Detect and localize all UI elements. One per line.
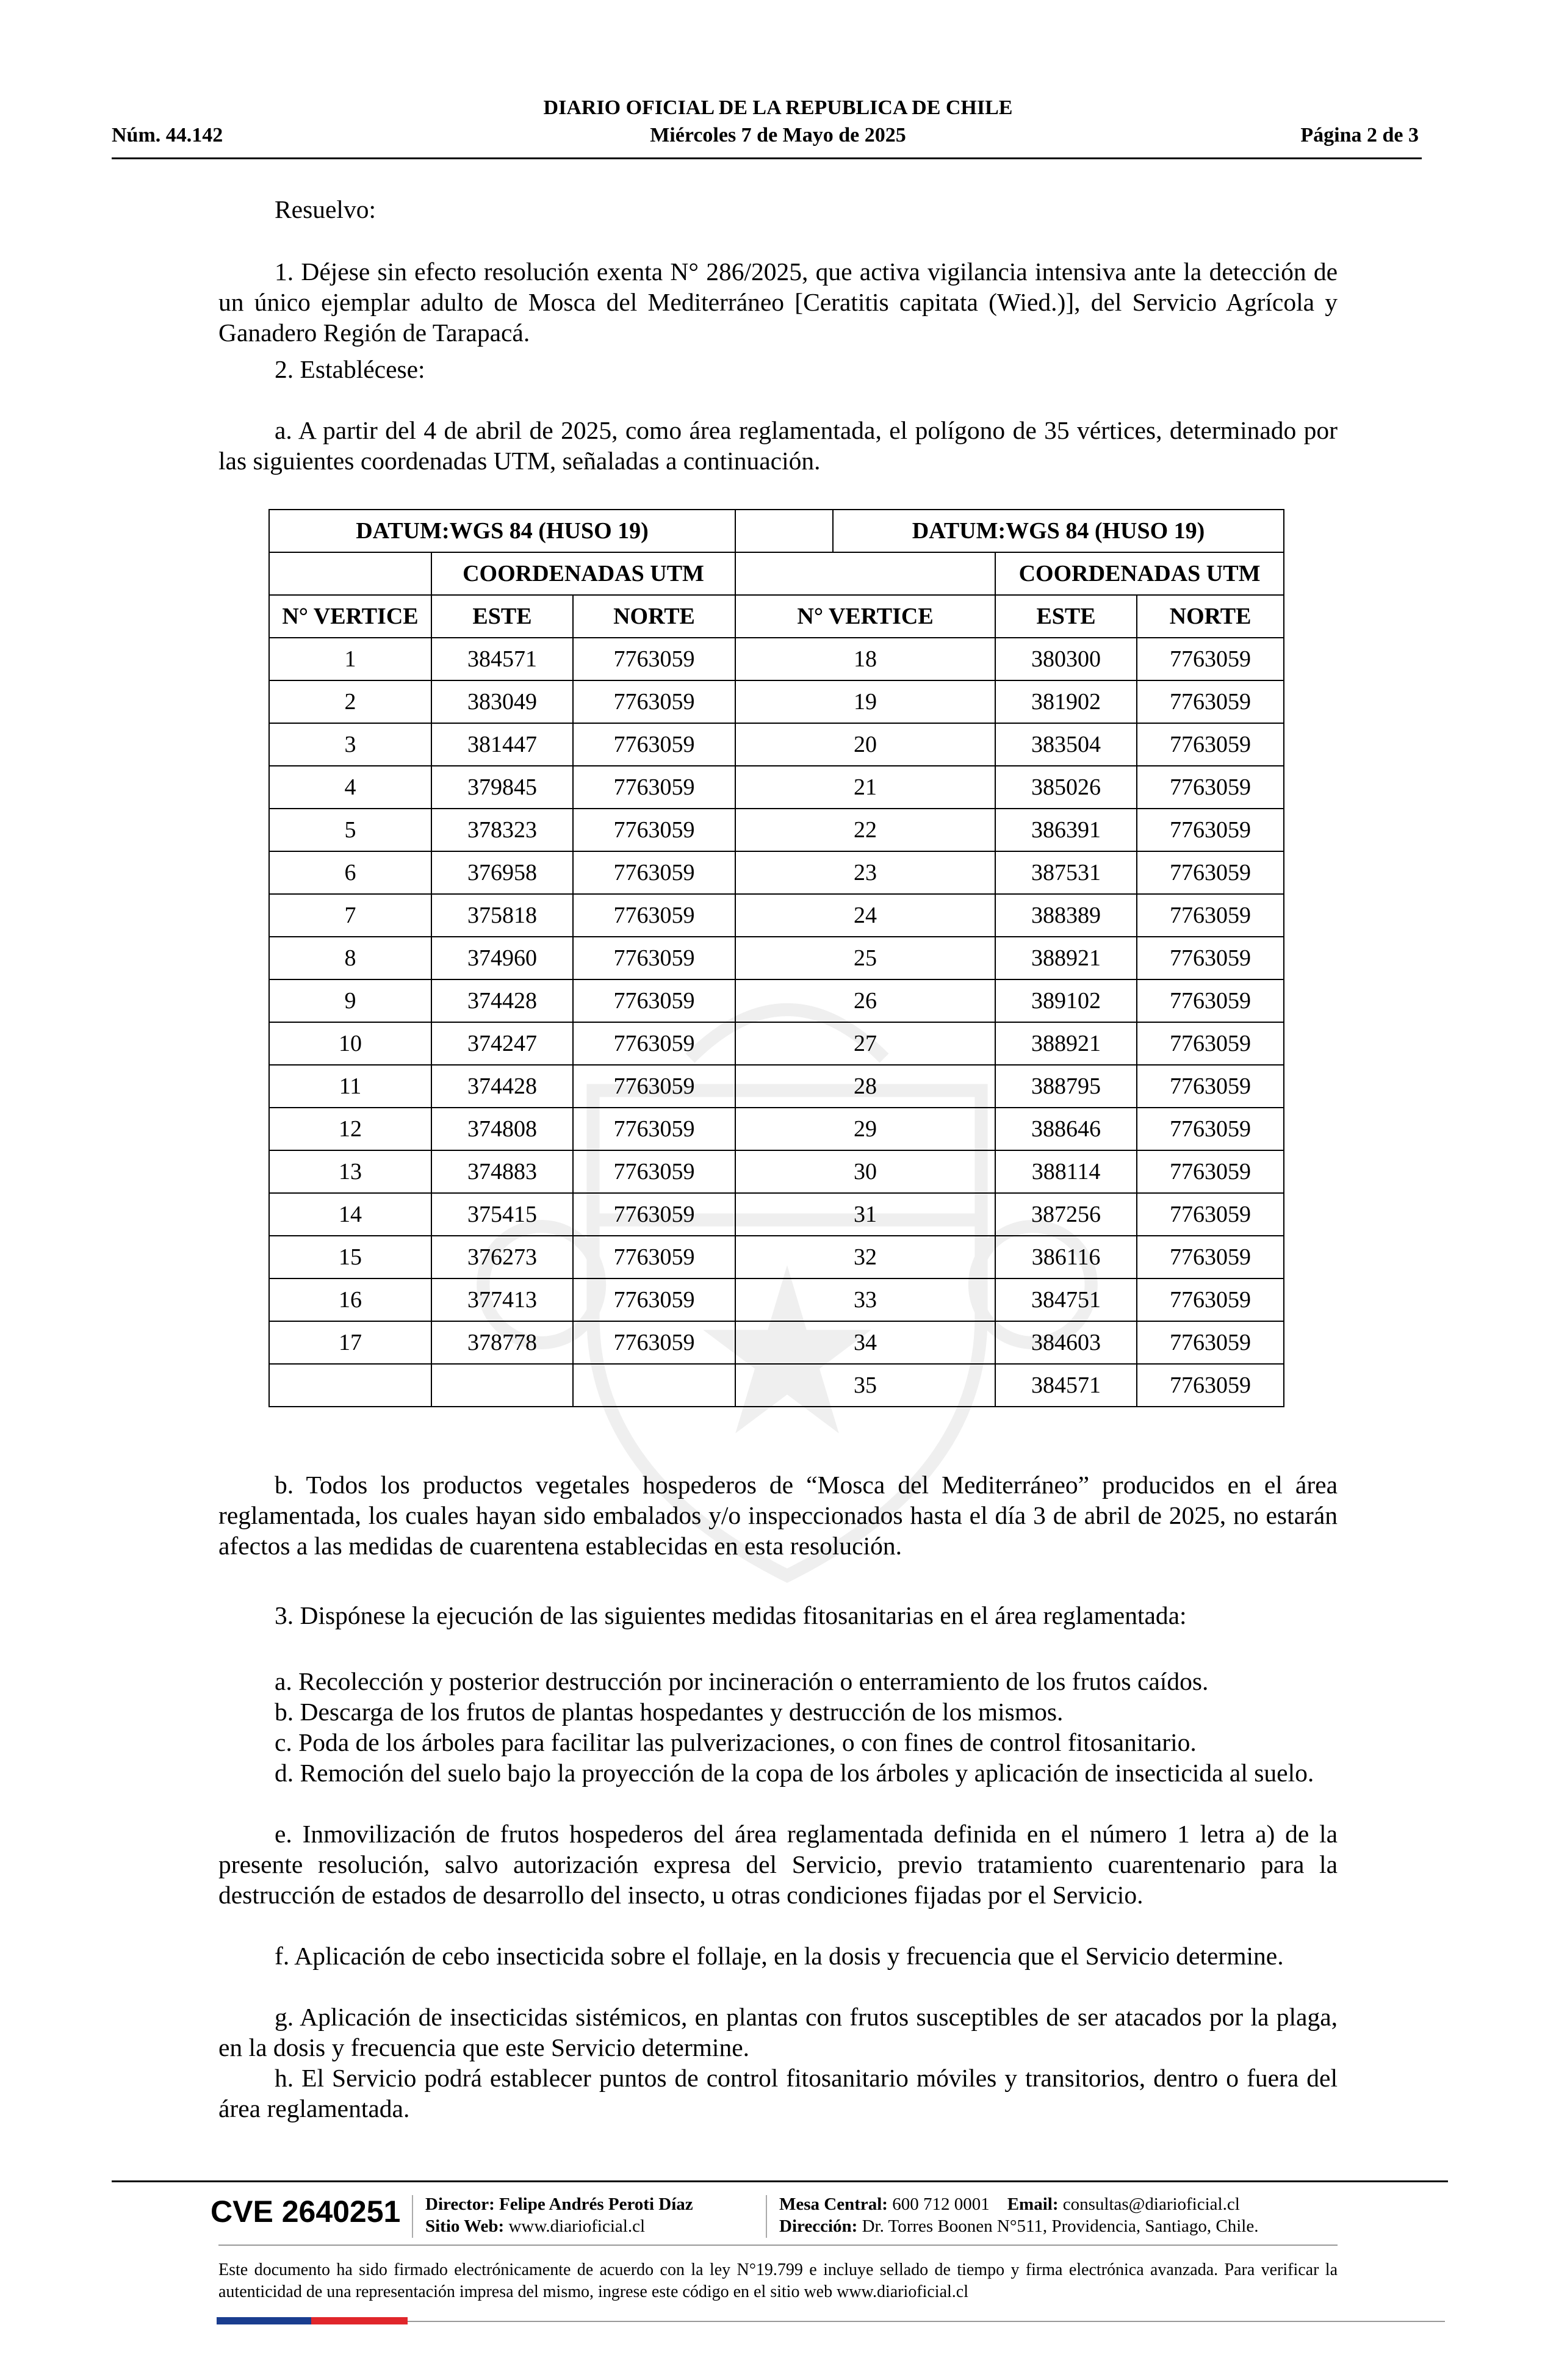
r-norte-cell: 7763059: [1137, 1236, 1284, 1278]
table-row: [269, 1065, 1284, 1108]
l-vertice-cell: 7: [269, 894, 431, 937]
footer-director: [425, 2193, 693, 2215]
address-label: Dirección:: [779, 2216, 858, 2236]
l-vertice-cell: 13: [269, 1150, 431, 1193]
r-vertice-cell: 18: [735, 638, 995, 680]
cve-code: CVE 2640251: [211, 2194, 401, 2229]
l-vertice-cell: 11: [269, 1065, 431, 1108]
resolution-point-2a: a. A partir del 4 de abril de 2025, como área reglamentada, el polígono de 35 vértices, determinado por las siguientes coordenadas UTM, señaladas a continuación.: [218, 416, 1338, 475]
footer-address: [779, 2215, 1258, 2237]
col-header-este-left: ESTE: [431, 595, 573, 638]
r-norte-cell: 7763059: [1137, 1065, 1284, 1108]
col-header-este-right: ESTE: [995, 595, 1137, 638]
l-este-cell: 383049: [431, 680, 573, 723]
r-este-cell: 384571: [995, 1364, 1137, 1407]
resolution-point-3: 3. Dispónese la ejecución de las siguientes medidas fitosanitarias en el área reglamentada:: [275, 1601, 1187, 1629]
r-vertice-cell: 20: [735, 723, 995, 766]
l-vertice-cell: 14: [269, 1193, 431, 1236]
l-norte-cell: 7763059: [573, 979, 735, 1022]
r-este-cell: 385026: [995, 766, 1137, 809]
director-label: Director:: [425, 2194, 495, 2214]
r-vertice-cell: 35: [735, 1364, 995, 1407]
website-link[interactable]: www.diarioficial.cl: [508, 2216, 646, 2236]
l-este-cell: 376273: [431, 1236, 573, 1278]
r-norte-cell: 7763059: [1137, 723, 1284, 766]
r-este-cell: 387256: [995, 1193, 1137, 1236]
r-este-cell: 388389: [995, 894, 1137, 937]
l-este-cell: 374960: [431, 937, 573, 979]
table-row: [269, 638, 1284, 680]
l-norte-cell: 7763059: [573, 1150, 735, 1193]
table-row: [269, 851, 1284, 894]
utm-coordinates-table: [268, 509, 1284, 1407]
table-row: [269, 1108, 1284, 1150]
address-value: Dr. Torres Boonen N°511, Providencia, Santiago, Chile.: [862, 2216, 1259, 2236]
r-vertice-cell: 27: [735, 1022, 995, 1065]
l-norte-cell: 7763059: [573, 1065, 735, 1108]
l-vertice-cell: 1: [269, 638, 431, 680]
l-norte-cell: 7763059: [573, 723, 735, 766]
header-divider: [112, 157, 1422, 159]
table-row: [269, 937, 1284, 979]
table-row: [269, 809, 1284, 851]
r-vertice-cell: 34: [735, 1321, 995, 1364]
table-row: [269, 1022, 1284, 1065]
resuelvo-heading: Resuelvo:: [275, 195, 376, 223]
r-vertice-cell: 26: [735, 979, 995, 1022]
measure-d: d. Remoción del suelo bajo la proyección de la copa de los árboles y aplicación de insecticida al suelo.: [275, 1759, 1314, 1787]
footer-website: [425, 2215, 645, 2237]
page-indicator: Página 2 de 3: [1300, 124, 1419, 146]
measure-g: g. Aplicación de insecticidas sistémicos, en plantas con frutos susceptibles de ser atacados por la plaga, en la dosis y frecuencia que este Servicio determine.: [218, 2003, 1338, 2061]
l-este-cell: 375818: [431, 894, 573, 937]
l-norte-cell: 7763059: [573, 894, 735, 937]
r-vertice-cell: 23: [735, 851, 995, 894]
r-este-cell: 383504: [995, 723, 1137, 766]
col-header-vertice-left: N° VERTICE: [269, 595, 431, 638]
r-norte-cell: 7763059: [1137, 638, 1284, 680]
l-este-cell: 377413: [431, 1278, 573, 1321]
signature-note: Este documento ha sido firmado electrónicamente de acuerdo con la ley N°19.799 e incluye sellado de tiempo y firma electrónica avanzada. Para verificar la autenticidad de una representación impresa del mismo, ingrese este código en el sitio web www.diarioficial.cl: [218, 2260, 1338, 2301]
l-norte-cell: 7763059: [573, 1022, 735, 1065]
r-vertice-cell: 28: [735, 1065, 995, 1108]
r-vertice-cell: 32: [735, 1236, 995, 1278]
l-vertice-cell: 16: [269, 1278, 431, 1321]
col-header-norte-right: NORTE: [1137, 595, 1284, 638]
l-este-cell: 376958: [431, 851, 573, 894]
r-este-cell: 384603: [995, 1321, 1137, 1364]
l-vertice-cell: [269, 1364, 431, 1407]
r-vertice-cell: 22: [735, 809, 995, 851]
empty-cell: [269, 552, 431, 595]
footer-separator: [766, 2195, 767, 2238]
gazette-title: DIARIO OFICIAL DE LA REPUBLICA DE CHILE: [543, 96, 1013, 119]
website-label: Sitio Web:: [425, 2216, 505, 2236]
r-este-cell: 388646: [995, 1108, 1137, 1150]
r-este-cell: 388795: [995, 1065, 1137, 1108]
table-row: [269, 1278, 1284, 1321]
l-este-cell: 375415: [431, 1193, 573, 1236]
measure-e: e. Inmovilización de frutos hospederos del área reglamentada definida en el número 1 letra a) de la presente resolución, salvo autorización expresa del Servicio, previo tratamiento cuarentenario para la destrucción de estados de desarrollo del insecto, u otras condiciones fijadas por el Servicio.: [218, 1820, 1338, 1909]
l-norte-cell: 7763059: [573, 1278, 735, 1321]
col-header-vertice-right: N° VERTICE: [735, 595, 995, 638]
r-norte-cell: 7763059: [1137, 1150, 1284, 1193]
table-row: [269, 680, 1284, 723]
table-row: [269, 1321, 1284, 1364]
mesa-phone: 600 712 0001: [892, 2194, 990, 2214]
footer-contact: [779, 2193, 1240, 2215]
l-este-cell: 374428: [431, 1065, 573, 1108]
footer-separator: [412, 2195, 413, 2238]
issue-date: Miércoles 7 de Mayo de 2025: [650, 124, 906, 146]
footer-bottom-rule: [408, 2321, 1445, 2322]
flag-stripe-blue: [217, 2317, 311, 2324]
resolution-point-1: 1. Déjese sin efecto resolución exenta N° 286/2025, que activa vigilancia intensiva ante la detección de un único ejemplar adulto de Mosca del Mediterráneo [Ceratitis capitata (Wied.)], del Servicio Agrícola y Ganadero Región de Tarapacá.: [218, 258, 1338, 347]
email-link[interactable]: consultas@diarioficial.cl: [1062, 2194, 1240, 2214]
coords-header-left: COORDENADAS UTM: [431, 552, 735, 595]
l-vertice-cell: 4: [269, 766, 431, 809]
l-norte-cell: 7763059: [573, 1236, 735, 1278]
l-este-cell: 374883: [431, 1150, 573, 1193]
l-vertice-cell: 9: [269, 979, 431, 1022]
table-row: [269, 1364, 1284, 1407]
r-norte-cell: 7763059: [1137, 809, 1284, 851]
r-norte-cell: 7763059: [1137, 766, 1284, 809]
l-vertice-cell: 15: [269, 1236, 431, 1278]
r-este-cell: 381902: [995, 680, 1137, 723]
measure-f: f. Aplicación de cebo insecticida sobre el follaje, en la dosis y frecuencia que el Servicio determine.: [275, 1942, 1284, 1970]
r-norte-cell: 7763059: [1137, 1278, 1284, 1321]
table-row: [269, 1236, 1284, 1278]
table-row: [269, 1193, 1284, 1236]
datum-header-right: DATUM:WGS 84 (HUSO 19): [833, 510, 1284, 552]
r-este-cell: 386116: [995, 1236, 1137, 1278]
r-este-cell: 389102: [995, 979, 1137, 1022]
r-este-cell: 388114: [995, 1150, 1137, 1193]
r-vertice-cell: 30: [735, 1150, 995, 1193]
r-norte-cell: 7763059: [1137, 894, 1284, 937]
r-vertice-cell: 25: [735, 937, 995, 979]
r-vertice-cell: 24: [735, 894, 995, 937]
table-row: [269, 766, 1284, 809]
r-este-cell: 384751: [995, 1278, 1137, 1321]
l-vertice-cell: 3: [269, 723, 431, 766]
r-norte-cell: 7763059: [1137, 851, 1284, 894]
col-header-norte-left: NORTE: [573, 595, 735, 638]
r-este-cell: 380300: [995, 638, 1137, 680]
r-este-cell: 388921: [995, 937, 1137, 979]
coords-header-right: COORDENADAS UTM: [995, 552, 1284, 595]
l-este-cell: [431, 1364, 573, 1407]
footer-divider-mid: [218, 2245, 1338, 2246]
l-norte-cell: 7763059: [573, 809, 735, 851]
r-norte-cell: 7763059: [1137, 1321, 1284, 1364]
issue-number: Núm. 44.142: [112, 124, 223, 146]
l-este-cell: 384571: [431, 638, 573, 680]
l-este-cell: 378778: [431, 1321, 573, 1364]
r-este-cell: 388921: [995, 1022, 1137, 1065]
footer-divider: [112, 2180, 1448, 2182]
l-este-cell: 374808: [431, 1108, 573, 1150]
table-row: [269, 894, 1284, 937]
flag-stripe-red: [311, 2317, 408, 2324]
resolution-point-2: 2. Establécese:: [275, 355, 425, 383]
r-norte-cell: 7763059: [1137, 979, 1284, 1022]
r-vertice-cell: 19: [735, 680, 995, 723]
r-este-cell: 386391: [995, 809, 1137, 851]
measure-c: c. Poda de los árboles para facilitar las pulverizaciones, o con fines de control fitosanitario.: [275, 1728, 1197, 1756]
r-norte-cell: 7763059: [1137, 1108, 1284, 1150]
l-norte-cell: 7763059: [573, 1321, 735, 1364]
r-norte-cell: 7763059: [1137, 937, 1284, 979]
r-norte-cell: 7763059: [1137, 1022, 1284, 1065]
l-este-cell: 374428: [431, 979, 573, 1022]
table-row: [269, 723, 1284, 766]
table-spacer: [735, 510, 833, 552]
table-row: [269, 1150, 1284, 1193]
l-vertice-cell: 6: [269, 851, 431, 894]
r-norte-cell: 7763059: [1137, 1364, 1284, 1407]
l-vertice-cell: 10: [269, 1022, 431, 1065]
l-vertice-cell: 17: [269, 1321, 431, 1364]
l-norte-cell: 7763059: [573, 851, 735, 894]
l-este-cell: 381447: [431, 723, 573, 766]
datum-header-left: DATUM:WGS 84 (HUSO 19): [269, 510, 735, 552]
measure-h: h. El Servicio podrá establecer puntos de control fitosanitario móviles y transitorios, dentro o fuera del área reglamentada.: [218, 2064, 1338, 2122]
l-este-cell: 374247: [431, 1022, 573, 1065]
measure-a: a. Recolección y posterior destrucción por incineración o enterramiento de los frutos caídos.: [275, 1667, 1209, 1695]
l-vertice-cell: 8: [269, 937, 431, 979]
l-norte-cell: 7763059: [573, 680, 735, 723]
l-vertice-cell: 12: [269, 1108, 431, 1150]
l-norte-cell: 7763059: [573, 937, 735, 979]
r-vertice-cell: 31: [735, 1193, 995, 1236]
r-norte-cell: 7763059: [1137, 1193, 1284, 1236]
director-name: Felipe Andrés Peroti Díaz: [499, 2194, 693, 2214]
r-vertice-cell: 21: [735, 766, 995, 809]
resolution-point-2b: b. Todos los productos vegetales hospederos de “Mosca del Mediterráneo” producidos en el área reglamentada, los cuales hayan sido embalados y/o inspeccionados hasta el día 3 de abril de 2025, no estarán afectos a las medidas de cuarentena establecidas en esta resolución.: [218, 1471, 1338, 1560]
l-vertice-cell: 2: [269, 680, 431, 723]
r-este-cell: 387531: [995, 851, 1137, 894]
empty-cell: [735, 552, 995, 595]
l-norte-cell: 7763059: [573, 1193, 735, 1236]
measure-b: b. Descarga de los frutos de plantas hospedantes y destrucción de los mismos.: [275, 1698, 1064, 1726]
email-label: Email:: [1007, 2194, 1059, 2214]
l-vertice-cell: 5: [269, 809, 431, 851]
r-norte-cell: 7763059: [1137, 680, 1284, 723]
r-vertice-cell: 33: [735, 1278, 995, 1321]
mesa-label: Mesa Central:: [779, 2194, 888, 2214]
table-row: [269, 979, 1284, 1022]
l-este-cell: 379845: [431, 766, 573, 809]
l-norte-cell: [573, 1364, 735, 1407]
r-vertice-cell: 29: [735, 1108, 995, 1150]
l-norte-cell: 7763059: [573, 638, 735, 680]
l-norte-cell: 7763059: [573, 766, 735, 809]
l-norte-cell: 7763059: [573, 1108, 735, 1150]
l-este-cell: 378323: [431, 809, 573, 851]
